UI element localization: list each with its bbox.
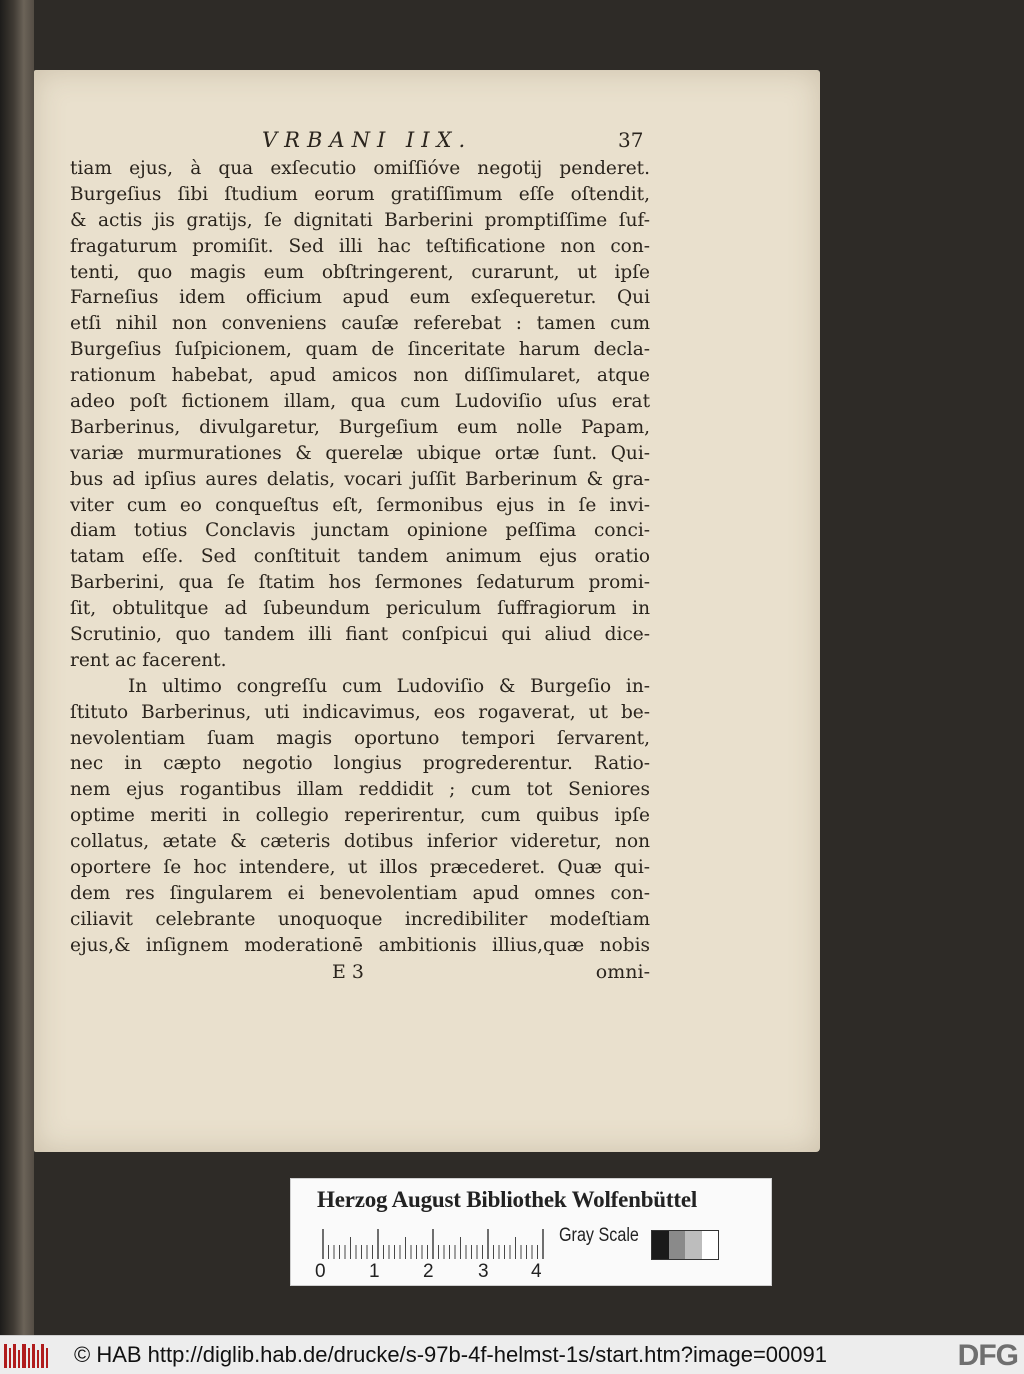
text-line: rent ac facerent. — [70, 649, 227, 671]
text-line: ſtituto Barberinus, uti indicavimus, eos rogaverat, ut be- — [70, 701, 650, 723]
text-lines — [70, 156, 650, 959]
text-line: Farneſius idem officium apud eum exſequeretur. Qui — [70, 287, 650, 309]
book-spine-edge — [0, 0, 34, 1335]
running-title: VRBANI IIX. — [262, 128, 473, 152]
book-page — [34, 70, 820, 1152]
text-line: tatam eſſe. Sed conſtituit tandem animum ejus oratio — [70, 546, 650, 568]
text-line: nevolentiam ſuam magis oportuno tempori ſervarent, — [70, 727, 650, 749]
text-line: ciliavit celebrante unoquoque incredibiliter modeſtiam — [70, 908, 650, 930]
ruler-number: 1 — [369, 1261, 380, 1282]
text-line: bus ad ipſius aures delatis, vocari juſſit Barberinum & gra- — [70, 468, 650, 490]
viewer-footer — [0, 1335, 1024, 1374]
page-text-block — [70, 128, 650, 989]
text-line: oportere ſe hoc intendere, ut illos præcederet. Quæ qui- — [70, 857, 650, 879]
footer-url-text[interactable]: © HAB http://diglib.hab.de/drucke/s-97b-4f-helmst-1s/start.htm?image=00091 — [74, 1342, 827, 1367]
barcode-logo-icon — [4, 1342, 48, 1370]
library-name: Herzog August Bibliothek Wolfenbüttel — [317, 1187, 698, 1212]
catchword: omni- — [595, 960, 650, 983]
scale-ruler — [321, 1225, 549, 1259]
ruler-number: 0 — [315, 1261, 326, 1282]
ruler-number: 3 — [478, 1261, 489, 1282]
text-line: adeo poſt fictionem illam, qua cum Ludoviſio uſus erat — [70, 391, 650, 413]
swatch-white — [702, 1231, 719, 1259]
grayscale-swatches — [651, 1230, 719, 1260]
color-calibration-card — [290, 1178, 772, 1286]
signature-mark: E 3 — [332, 960, 364, 983]
dfg-logo: DFG — [957, 1339, 1018, 1372]
text-line: Scrutinio, quo tandem illi fiant conſpicui qui aliud dice- — [70, 624, 650, 646]
ruler-number: 4 — [531, 1261, 542, 1282]
text-line: nec in cæpto negotio longius progrederentur. Ratio- — [70, 753, 650, 775]
ruler-ticks-icon — [321, 1225, 549, 1259]
text-line: tenti, quo magis eum obſtringerent, curarunt, ut ipſe — [70, 261, 650, 283]
text-line: variæ murmurationes & querelæ ubique ortæ ſunt. Qui- — [70, 442, 650, 464]
swatch-black — [652, 1231, 669, 1259]
text-line: & actis jis gratijs, ſe dignitati Barberini promptiſſime ſuf- — [70, 209, 650, 231]
text-line: dem res ſingularem ei benevolentiam apud omnes con- — [70, 882, 650, 904]
running-head — [70, 128, 650, 156]
text-line: nem ejus rogantibus illam reddidit ; cum tot Seniores — [70, 779, 650, 801]
text-line: Barberini, qua ſe ſtatim hos ſermones ſedaturum promi- — [70, 572, 650, 594]
text-line: diam totius Conclavis junctam opinione peſſima conci- — [70, 520, 650, 542]
text-line: In ultimo congreſſu cum Ludoviſio & Burgeſio in- — [128, 675, 650, 697]
signature-line — [70, 961, 650, 989]
text-line: Barberinus, divulgaretur, Burgeſium eum nolle Papam, — [70, 416, 650, 438]
text-line: viter cum eo conqueſtus eſt, ſermonibus ejus in ſe invi- — [70, 494, 650, 516]
text-line: collatus, ætate & cæteris dotibus inferior videretur, non — [70, 831, 650, 853]
text-line: rationum habebat, apud amicos non diſſimularet, atque — [70, 365, 650, 387]
ruler-number: 2 — [423, 1261, 434, 1282]
text-line: ſit, obtulitque ad ſubeundum periculum ſuffragiorum in — [70, 598, 650, 620]
text-line: tiam ejus, à qua exſecutio omiſſióve negotij penderet. — [70, 158, 650, 179]
text-line: ejus,& inſignem moderationē ambitionis illius,quæ nobis — [70, 934, 650, 956]
text-line: fragaturum promiſit. Sed illi hac teſtificatione non con- — [70, 235, 650, 257]
swatch-light-gray — [685, 1231, 702, 1259]
text-line: optime meriti in collegio reperirentur, cum quibus ipſe — [70, 805, 650, 827]
grayscale-label: Gray Scale — [559, 1225, 639, 1246]
text-line: etſi nihil non conveniens cauſæ referebat : tamen cum — [70, 313, 650, 335]
swatch-dark-gray — [669, 1231, 686, 1259]
text-line: Burgeſius ſuſpicionem, quam de ſinceritate harum decla- — [70, 339, 650, 361]
page-number: 37 — [618, 128, 644, 152]
ruler-numbers — [315, 1261, 555, 1281]
text-line: Burgeſius ſibi ſtudium eorum gratiſſimum eſſe oſtendit, — [70, 183, 650, 205]
